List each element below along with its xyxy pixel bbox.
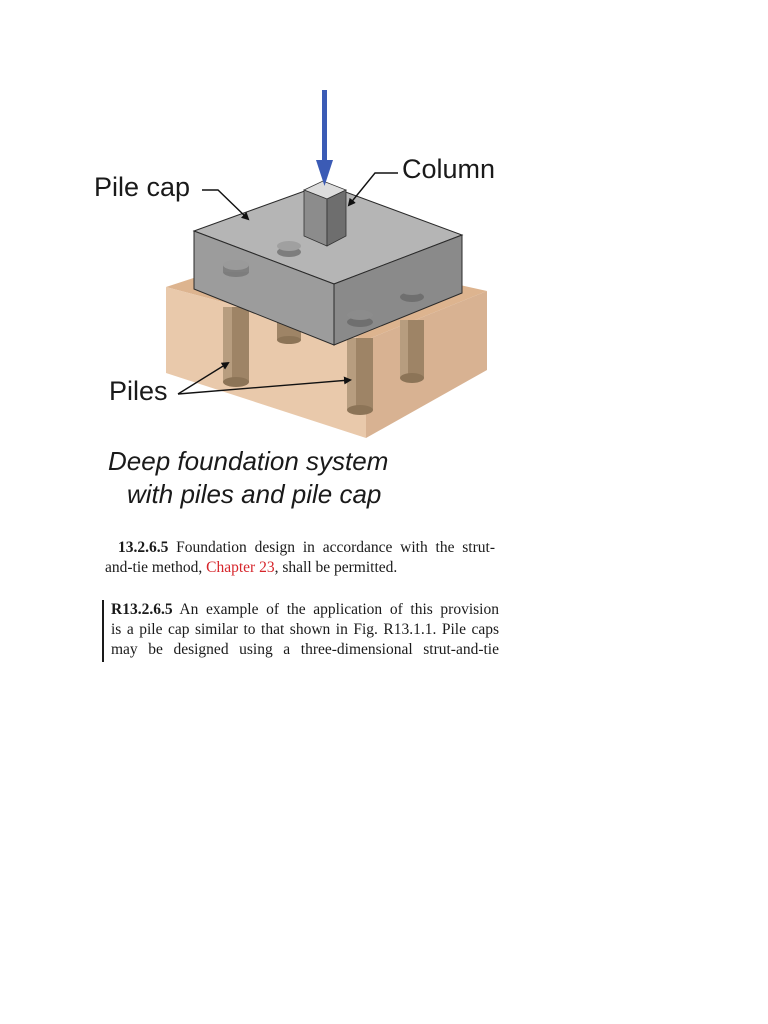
commentary-line-1 — [111, 600, 499, 620]
pile-cap-label: Pile cap — [94, 172, 191, 202]
figure-caption-line-2: with piles and pile cap — [127, 479, 382, 509]
commentary-paragraph — [111, 600, 499, 660]
provision-paragraph — [105, 538, 495, 578]
provision-section-number: 13.2.6.5 — [118, 539, 169, 556]
column-label: Column — [402, 154, 496, 184]
commentary-line-2: is a pile cap similar to that shown in Fig. R13.1.1. Pile caps — [111, 621, 499, 638]
commentary-bar — [102, 600, 104, 662]
column — [304, 181, 346, 246]
provision-line-2 — [105, 558, 495, 578]
provision-line-1 — [105, 538, 495, 558]
commentary-text-1: An example of the application of this provision — [172, 601, 499, 618]
chapter-23-link[interactable]: Chapter 23 — [206, 559, 275, 576]
provision-text-1: Foundation design in accordance with the strut- — [168, 539, 495, 556]
load-arrow — [316, 90, 333, 186]
provision-text-3: , shall be permitted. — [274, 559, 398, 576]
provision-text-2: and-tie method, — [105, 559, 207, 576]
figure-caption-line-1: Deep foundation system — [108, 446, 389, 476]
commentary-section-number: R13.2.6.5 — [111, 601, 173, 618]
piles-label: Piles — [109, 376, 168, 406]
commentary-line-3: may be designed using a three-dimensional strut-and-tie — [111, 641, 499, 658]
